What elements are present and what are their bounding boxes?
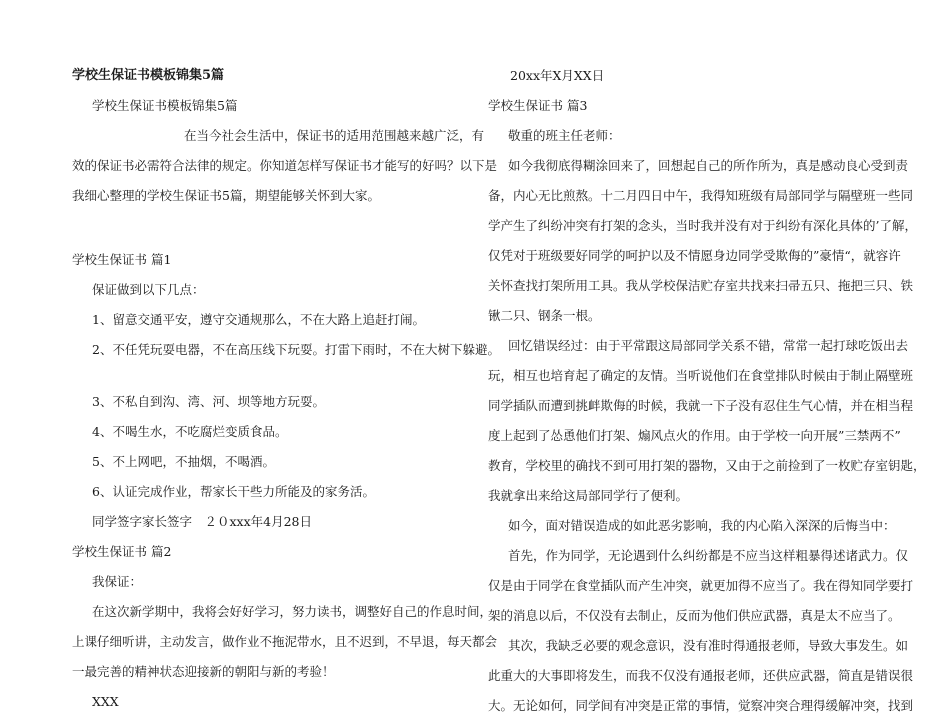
body-line: 首先，作为同学，无论遇到什么纠纷都是不应当这样粗暴得述诸武力。仅 [508, 548, 909, 563]
body-line: 上课仔细听讲，主动发言，做作业不拖泥带水，且不迟到，不早退，每天都会 [72, 634, 498, 649]
spacer [72, 214, 458, 248]
body-line: 教育，学校里的确找不到可用打架的器物，又由于之前捡到了一枚贮存室钥匙， [488, 458, 926, 473]
list-item: 1、留意交通平安，遵守交通规那么，不在大路上追赶打闹。 [92, 312, 425, 327]
list-item: 3、不私自到沟、湾、河、坝等地方玩耍。 [92, 394, 325, 409]
body-line: 一最完善的精神状态迎接新的朝阳与新的考验！ [72, 664, 335, 679]
signature-line: 同学签字家长签字 ２０xxx年4月28日 [92, 514, 313, 529]
body-line: 架的消息以后，不仅没有去制止，反而为他们供应武器，真是太不应当了。 [488, 608, 901, 623]
body-line: 仅凭对于班级要好同学的呵护以及不情愿身边同学受欺侮的”豪情“，就容许 [488, 248, 901, 263]
intro-line: 在当今社会生活中，保证书的适用范围越来越广泛，有 [184, 128, 485, 143]
body-line: 锹二只、钢条一根。 [488, 308, 601, 323]
list-item: 4、不喝生水，不吃腐烂变质食品。 [92, 424, 288, 439]
body-line: 其次，我缺乏必要的观念意识，没有准时得通报老师，导致大事发生。如 [508, 638, 909, 653]
body-line: 同学插队而遭到挑衅欺侮的时候，我就一下子没有忍住生气心情，并在相当程 [488, 398, 914, 413]
body-line: 大。无论如何，同学间有冲突是正常的事情，觉察冲突合理得缓解冲突，找到 [488, 698, 914, 713]
body-line: 玩，相互也培育起了确定的友情。当听说他们在食堂排队时候由于制止隔壁班 [488, 368, 914, 383]
list-item: 2、不任凭玩耍电器，不在高压线下玩耍。打雷下雨时，不在大树下躲避。 [92, 342, 500, 357]
left-column [72, 64, 500, 720]
body-line: 回忆错误经过：由于平常跟这局部同学关系不错，常常一起打球吃饭出去 [508, 338, 909, 353]
signature-line: XXX [92, 694, 119, 709]
body-line: 学产生了纠纷冲突有打架的念头，当时我并没有对于纠纷有深化具体的’了解， [488, 218, 917, 233]
document-subtitle: 学校生保证书模板锦集5篇 [92, 98, 238, 113]
document-title: 学校生保证书模板锦集5篇 [72, 68, 225, 83]
intro-line: 我细心整理的学校生保证书5篇，期望能够关怀到大家。 [72, 188, 380, 203]
body-line: 仅是由于同学在食堂插队而产生冲突，就更加得不应当了。我在得知同学要打 [488, 578, 914, 593]
list-item: 5、不上网吧，不抽烟，不喝酒。 [92, 454, 275, 469]
section-lead: 保证做到以下几点： [92, 282, 205, 297]
section-heading: 学校生保证书 篇3 [488, 98, 588, 113]
date-line: 20xx年X月XX日 [510, 68, 605, 83]
body-line: 度上起到了怂恿他们打架、煽风点火的作用。由于学校一向开展”三禁两不” [488, 428, 901, 443]
intro-line: 效的保证书必需符合法律的规定。你知道怎样写保证书才能写的好吗？以下是 [72, 158, 498, 173]
section-heading: 学校生保证书 篇1 [72, 252, 172, 267]
body-line: 在这次新学期中，我将会好好学习，努力读书，调整好自己的作息时间， [92, 604, 493, 619]
body-line: 关怀查找打架所用工具。我从学校保洁贮存室共找来扫帚五只、拖把三只、铁 [488, 278, 914, 293]
right-column [488, 64, 926, 724]
list-item: 6、认证完成作业，帮家长干些力所能及的家务活。 [92, 484, 375, 499]
body-line: 如今我彻底得糊涂回来了，回想起自己的所作所为，真是感动良心受到责 [508, 158, 909, 173]
section-lead: 我保证： [92, 574, 143, 589]
body-line: 我就拿出来给这局部同学行了便利。 [488, 488, 689, 503]
greeting: 敬重的班主任老师： [508, 128, 621, 143]
body-line: 如今，面对错误造成的如此恶劣影响，我的内心陷入深深的后悔当中： [508, 518, 896, 533]
section-heading: 学校生保证书 篇2 [72, 544, 172, 559]
body-line: 备，内心无比煎熬。十二月四日中午，我得知班级有局部同学与隔壁班一些同 [488, 188, 914, 203]
spacer [72, 368, 458, 390]
body-line: 此重大的大事即将发生，而我不仅没有通报老师，还供应武器，简直是错误很 [488, 668, 914, 683]
